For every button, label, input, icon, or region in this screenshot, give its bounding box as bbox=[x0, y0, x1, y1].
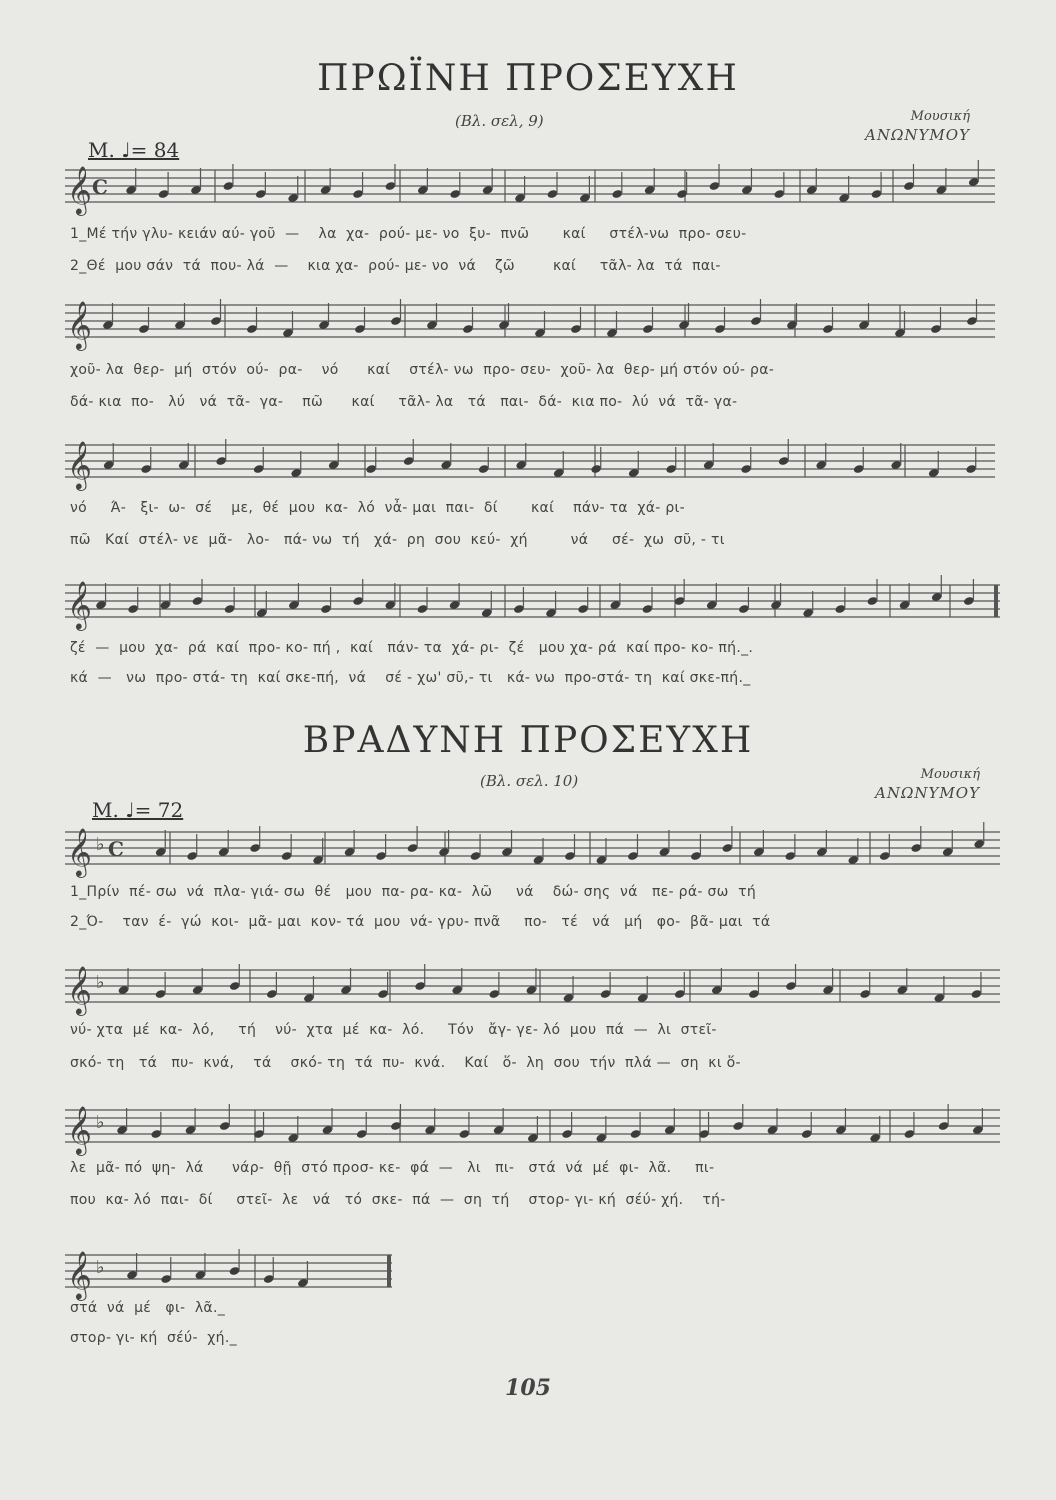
common-time-icon: C bbox=[108, 837, 124, 861]
song1-verse1-line1: 1_Μέ τήν γλυ- κειάν αύ- γοῦ — λα χα- ρού- με- νο ξυ- πνῶ καί στέλ-νω προ- σευ- bbox=[70, 226, 747, 242]
staff-system-2 bbox=[0, 300, 1056, 350]
staff-lines bbox=[65, 170, 995, 202]
page-number: 105 bbox=[505, 1375, 551, 1401]
treble-clef-icon: 𝄞 bbox=[67, 165, 92, 214]
treble-clef-icon: 𝄞 bbox=[67, 965, 92, 1014]
staff-system-7 bbox=[0, 1105, 1056, 1155]
song2-reference: (Βλ. σελ. 10) bbox=[480, 772, 579, 790]
song1-verse1-line4: ζέ — μου χα- ρά καί προ- κο- πή , καί πάν- τα χά- ρι- ζέ μου χα- ρά καί προ- κο- πή._. bbox=[70, 640, 754, 656]
staff-system-4 bbox=[0, 580, 1056, 630]
song2-verse2-line2: σκό- τη τά πυ- κνά, τά σκό- τη τά πυ- κνά. Καί ὅ- λη σου τήν πλά — ση κι ὅ- bbox=[70, 1055, 741, 1071]
song1-verse2-line4: κά — νω προ- στά- τη καί σκε-πή, νά σέ - χω' σῦ,- τι κά- νω προ-στά- τη καί σκε-πή._ bbox=[70, 670, 751, 686]
notes bbox=[125, 160, 979, 203]
song2-verse1-line1: 1_Πρίν πέ- σω νά πλα- γιά- σω θέ μου πα- ρα- κα- λῶ νά δώ- σης νά πε- ρά- σω τή bbox=[70, 884, 757, 900]
song2-verse2-line3: που κα- λό παι- δί στεῖ- λε νά τό σκε- πά — ση τή στορ- γι- κή σέύ- χή. τή- bbox=[70, 1192, 726, 1208]
song1-verse1-line2: χοῦ- λα θερ- μή στόν ού- ρα- νό καί στέλ- νω προ- σευ- χοῦ- λα θερ- μή στόν ού- ρα- bbox=[70, 362, 775, 378]
flat-key-signature-icon: ♭ bbox=[96, 834, 105, 855]
song2-verse2-line1: 2_Ό- ταν έ- γώ κοι- μᾶ- μαι κον- τά μου νά- γρυ- πνᾶ πο- τέ νά μή φο- βᾶ- μαι τά bbox=[70, 914, 771, 930]
song1-credit-name: ΑΝΩΝΥΜΟΥ bbox=[865, 126, 970, 144]
notes bbox=[155, 822, 985, 865]
staff-system-1 bbox=[0, 165, 1056, 215]
staff-system-5 bbox=[0, 827, 1056, 877]
song2-verse1-line3: λε μᾶ- πό ψη- λά νάρ- θῇ στό προσ- κε- φά — λι πι- στά νά μέ φι- λᾶ. πι- bbox=[70, 1160, 715, 1176]
song2-verse1-line2: νύ- χτα μέ κα- λό, τή νύ- χτα μέ κα- λό. Τόν ἄγ- γε- λό μου πά — λι στεῖ- bbox=[70, 1022, 717, 1038]
song1-credit-label: Μουσική bbox=[910, 109, 970, 124]
treble-clef-icon: 𝄞 bbox=[67, 440, 92, 489]
song1-verse2-line1: 2_Θέ μου σάν τά που- λά — κια χα- ρού- με- νο νά ζῶ καί τᾶλ- λα τά παι- bbox=[70, 258, 721, 274]
staff-lines bbox=[65, 1255, 392, 1287]
notes bbox=[95, 575, 975, 618]
song1-verse1-line3: νό Ά- ξι- ω- σέ με, θέ μου κα- λό νἆ- μαι παι- δί καί πάν- τα χά- ρι- bbox=[70, 500, 685, 516]
staff-system-8 bbox=[0, 1250, 1056, 1300]
song2-title: ΒΡΑΔΥΝΗ ΠΡΟΣΕΥΧΗ bbox=[302, 720, 754, 761]
song2-verse2-line4: στορ- γι- κή σέύ- χή._ bbox=[70, 1330, 237, 1346]
song1-verse2-line2: δά- κια πο- λύ νά τᾶ- γα- πῶ καί τᾶλ- λα τά παι- δά- κια πο- λύ νά τᾶ- γα- bbox=[70, 394, 738, 410]
song2-tempo-marking: Μ. ♩= 72 bbox=[92, 798, 184, 822]
flat-key-signature-icon: ♭ bbox=[96, 1112, 105, 1133]
song2-credit-name: ΑΝΩΝΥΜΟΥ bbox=[875, 784, 980, 802]
song2-verse1-line4: στά νά μέ φι- λᾶ._ bbox=[70, 1300, 225, 1316]
flat-key-signature-icon: ♭ bbox=[96, 972, 105, 993]
common-time-icon: C bbox=[92, 175, 108, 199]
treble-clef-icon: 𝄞 bbox=[67, 1250, 92, 1299]
flat-key-signature-icon: ♭ bbox=[96, 1257, 105, 1278]
staff-lines bbox=[65, 305, 995, 337]
treble-clef-icon: 𝄞 bbox=[67, 300, 92, 349]
treble-clef-icon: 𝄞 bbox=[67, 580, 92, 629]
staff-system-3 bbox=[0, 440, 1056, 490]
song2-credit bbox=[860, 766, 980, 802]
song2-credit-label: Μουσική bbox=[920, 767, 980, 782]
staff-lines bbox=[65, 970, 1000, 1002]
song1-tempo-marking: Μ. ♩= 84 bbox=[88, 138, 180, 162]
song1-reference: (Βλ. σελ, 9) bbox=[455, 112, 544, 130]
song1-verse2-line3: πῶ Καί στέλ- νε μᾶ- λο- πά- νω τή χά- ρη σου κεύ- χή νά σέ- χω σῦ, - τι bbox=[70, 532, 725, 548]
staff-lines bbox=[65, 832, 1000, 864]
treble-clef-icon: 𝄞 bbox=[67, 1105, 92, 1154]
song1-title: ΠΡΩΪΝΗ ΠΡΟΣΕΥΧΗ bbox=[317, 58, 739, 99]
song1-credit bbox=[860, 108, 970, 144]
staff-lines bbox=[65, 585, 1000, 617]
staff-system-6 bbox=[0, 965, 1056, 1015]
treble-clef-icon: 𝄞 bbox=[67, 827, 92, 876]
